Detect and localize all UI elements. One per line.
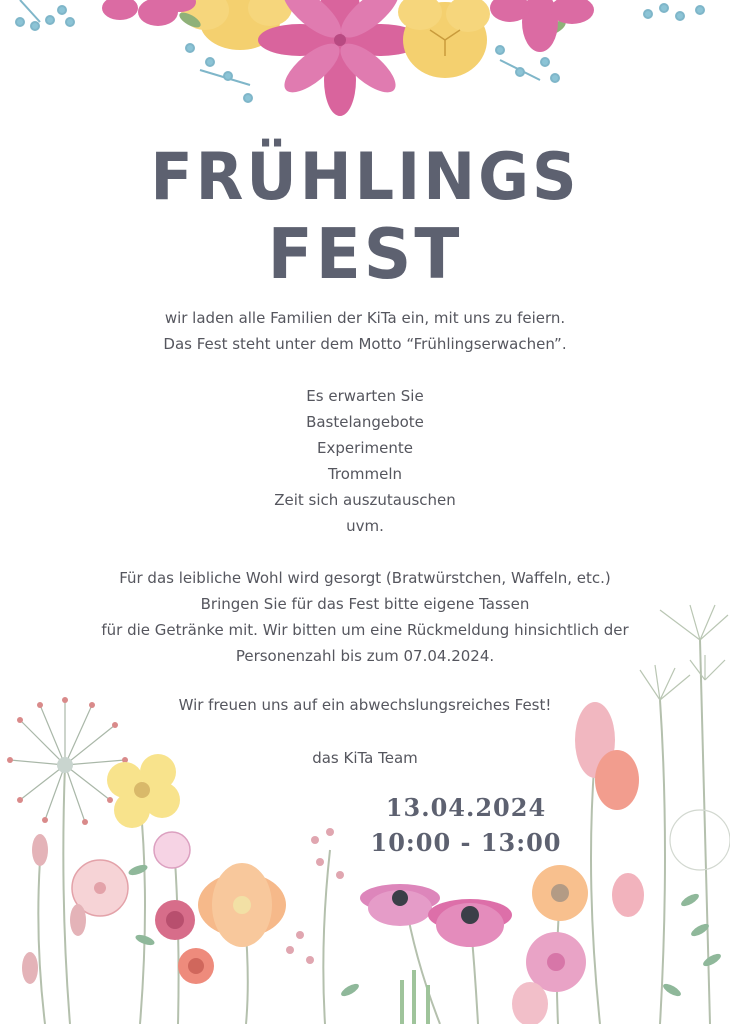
offer-item: Trommeln bbox=[327, 465, 403, 483]
event-date: 13.04.2024 bbox=[385, 793, 547, 822]
food-paragraph bbox=[0, 565, 730, 669]
offers-heading: Es erwarten Sie bbox=[306, 387, 424, 405]
pink-echinacea-1 bbox=[360, 884, 440, 926]
event-time: 10:00 - 13:00 bbox=[370, 828, 562, 857]
intro-paragraph bbox=[0, 305, 730, 357]
peach-daisy bbox=[198, 863, 286, 947]
offer-item: Experimente bbox=[317, 439, 413, 457]
title-line-2: FEST bbox=[267, 214, 463, 295]
food-line: Bringen Sie für das Fest bitte eigene Tassen bbox=[200, 595, 530, 613]
peach-flower-right bbox=[532, 865, 588, 921]
offers-list bbox=[0, 383, 730, 539]
food-line: Für das leibliche Wohl wird gesorgt (Bratwürstchen, Waffeln, etc.) bbox=[119, 569, 611, 587]
food-line: Personenzahl bis zum 07.04.2024. bbox=[235, 647, 495, 665]
offer-item: Bastelangebote bbox=[306, 413, 424, 431]
closing-text: Wir freuen uns auf ein abwechslungsreiches Fest! bbox=[178, 696, 552, 714]
title-line-1: FRÜHLINGS bbox=[150, 138, 580, 215]
grass-bottom bbox=[400, 970, 430, 1024]
signature: das KiTa Team bbox=[312, 749, 418, 767]
pink-echinacea-2 bbox=[428, 899, 512, 947]
intro-line: wir laden alle Familien der KiTa ein, mit uns zu feiern. bbox=[164, 309, 566, 327]
intro-line: Das Fest steht unter dem Motto “Frühlingserwachen”. bbox=[163, 335, 567, 353]
food-line: für die Getränke mit. Wir bitten um eine Rückmeldung hinsichtlich der bbox=[101, 621, 629, 639]
offer-item: Zeit sich auszutauschen bbox=[274, 491, 456, 509]
pink-flower-bottom-right bbox=[512, 932, 586, 1024]
offer-item: uvm. bbox=[346, 517, 384, 535]
